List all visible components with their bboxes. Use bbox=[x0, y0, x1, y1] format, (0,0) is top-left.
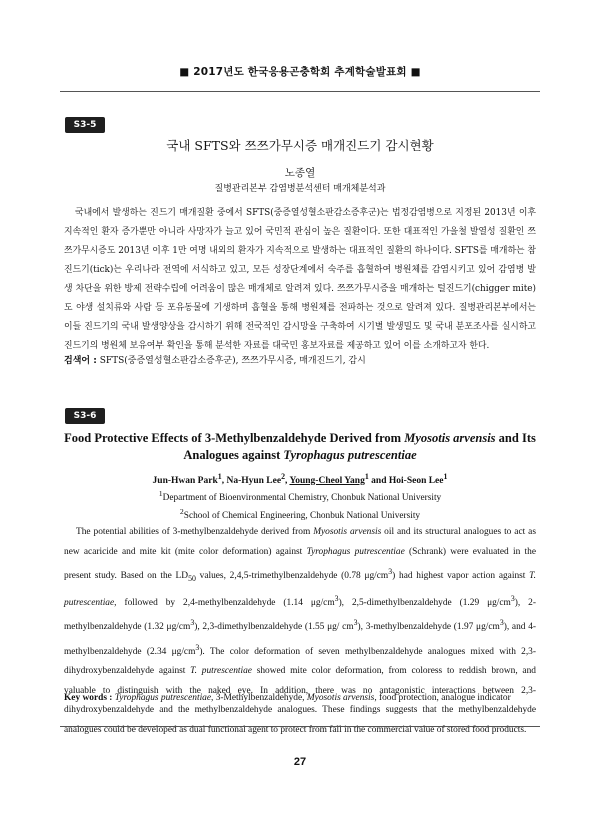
keyword-species: Myosotis arvensis bbox=[306, 693, 375, 703]
abstract-code-badge: S3-5 bbox=[65, 117, 105, 133]
author-name: Jun-Hwan Park bbox=[152, 476, 218, 487]
presenting-author-name: Young-Cheol Yang bbox=[289, 476, 365, 487]
affiliations bbox=[64, 487, 536, 523]
author-name: 노종열 bbox=[284, 167, 316, 179]
title-part: Food Protective Effects of 3-Methylbenzaldehyde Derived from bbox=[64, 431, 405, 445]
header-rule bbox=[60, 91, 540, 92]
title-part: Analogues against bbox=[183, 448, 284, 462]
keywords-text: , 3-Methylbenzaldehyde, bbox=[211, 693, 307, 703]
affiliation: 질병관리본부 감염병분석센터 매개체분석과 bbox=[214, 184, 386, 194]
abstract-body: The potential abilities of 3-methylbenzaldehyde derived from Myosotis arvensis oil and its structural analogues to act as new acaricide and mite kit (mite color deformation) against Tyrophagus putrescentiae (Schrank) were evaluated in the present study. Based on the $LD_{50}$ values, 2,4,5-trimethylbenzaldehyde (0.78 $\mu g/cm^3$) had highest vapor action against T. putrescentiae, followed by 2,4-methylbenzaldehyde (1.14 $\mu g/cm^3$), 2,5-dimethylbenzaldehyde (1.29 $\mu g/cm^3$), 2-methylbenzaldehyde (1.32 $\mu g/cm^3$), 2,3-dimethylbenzaldehyde (1.55 μg/ $cm^3$), 3-methylbenzaldehyde (1.97 $\mu g/cm^3$), and 4-methylbenzaldehyde (2.34 $\mu g/cm^3$). The color deformation of seven methylbenzaldehyde analogues mixed with 2,3-dihydroxybenzaldehyde against T. putrescentiae showed mite color deformation, from coloress to reddish brown, and valuable to distinguish with the naked eye. In addition, there was no antagonistic interactions between 2,3-dihydroxybenzaldehyde and the methylbenzaldehyde analogues. These findings suggests that the methylbenzaldehyde analogues could be developed as dual functional agent to protect from fall in the commercial value of stored food products. bbox=[64, 527, 536, 735]
footer-rule bbox=[60, 726, 540, 727]
abstract-title: 국내 SFTS와 쯔쯔가무시증 매개진드기 감시현황 bbox=[166, 138, 434, 153]
keyword-species: Tyrophagus putrescentiae bbox=[114, 693, 212, 703]
affiliation: Department of Bioenvironmental Chemistry, Chonbuk National University bbox=[162, 493, 442, 504]
affil-sup: 2 bbox=[179, 507, 184, 517]
keywords-text: , food protection, analogue indicator bbox=[374, 693, 511, 703]
abstract-code-badge: S3-6 bbox=[65, 408, 105, 424]
author-affil-sup: 1 bbox=[217, 472, 222, 481]
author-name: Na-Hyun Lee bbox=[226, 476, 282, 487]
author-and: and bbox=[368, 476, 389, 487]
keywords-line bbox=[64, 693, 536, 703]
page-number: 27 bbox=[293, 756, 307, 768]
keywords-label: 검색어 : bbox=[64, 356, 97, 366]
abstract-title bbox=[64, 430, 536, 464]
abstract-body: 국내에서 발생하는 진드기 매개질환 중에서 SFTS(중증열성혈소판감소증후군)는 법정감염병으로 지정된 2013년 이후 지속적인 환자 증가뿐만 아니라 사망자가 늘고 있어 국민적 관심이 높은 질환이다. 또한 대표적인 가을철 발열성 질환인 쯔쯔가무시증도 2013년 이후 1만 여명 내외의 환자가 지속적으로 발생하는 대표적인 질환의 하나이다. SFTS를 매개하는 참진드기(tick)는 우리나라 전역에 서식하고 있고, 모든 성장단계에서 숙주를 흡혈하여 병원체를 감염시키고 있어 감염병 발생 차단을 위한 방제 전략수립에 어려움이 많은 매개체로 알려져 있다. 쯔쯔가무시증을 매개하는 털진드기(chigger mite)도 야생 설치류와 사람 등 포유동물에 기생하며 흡혈을 통해 병원체를 전파하는 것으로 알려져 있다. 질병관리본부에서는 이들 진드기의 국내 발생양상을 감시하기 위해 전국적인 감시망을 구축하여 시기별 발생밀도 및 국내 분포조사를 실시하고 진드기의 병원체 보유여부 확인을 통해 분석한 자료를 대국민 홍보자료를 제공하고 있어 이를 소개하고자 한다. bbox=[64, 208, 537, 351]
author-affil-sup: 1 bbox=[443, 472, 448, 481]
keywords-text: SFTS(중증열성혈소판감소증후군), 쯔쯔가무시증, 매개진드기, 감시 bbox=[99, 356, 366, 366]
author-affil-sup: 1 bbox=[364, 472, 369, 481]
title-part: and Its bbox=[495, 431, 536, 445]
keywords-label: Key words : bbox=[64, 693, 113, 703]
author-affil-sup: 2 bbox=[281, 472, 286, 481]
affil-sup: 1 bbox=[158, 489, 163, 498]
title-species: Myosotis arvensis bbox=[404, 431, 496, 445]
conference-header: ■ 2017년도 한국응용곤충학회 추계학술발표회 ■ bbox=[179, 66, 421, 78]
author-name: Hoi-Seon Lee bbox=[388, 476, 444, 487]
keywords-line bbox=[64, 353, 536, 366]
affiliation: School of Chemical Engineering, Chonbuk National University bbox=[183, 511, 421, 522]
author-list: Jun-Hwan Park$^1$, Na-Hyun Lee$^2$, Young-Cheol Yang$^1$ and Hoi-Seon Lee$^1$ bbox=[152, 472, 448, 487]
title-species: Tyrophagus putrescentiae bbox=[283, 448, 417, 462]
